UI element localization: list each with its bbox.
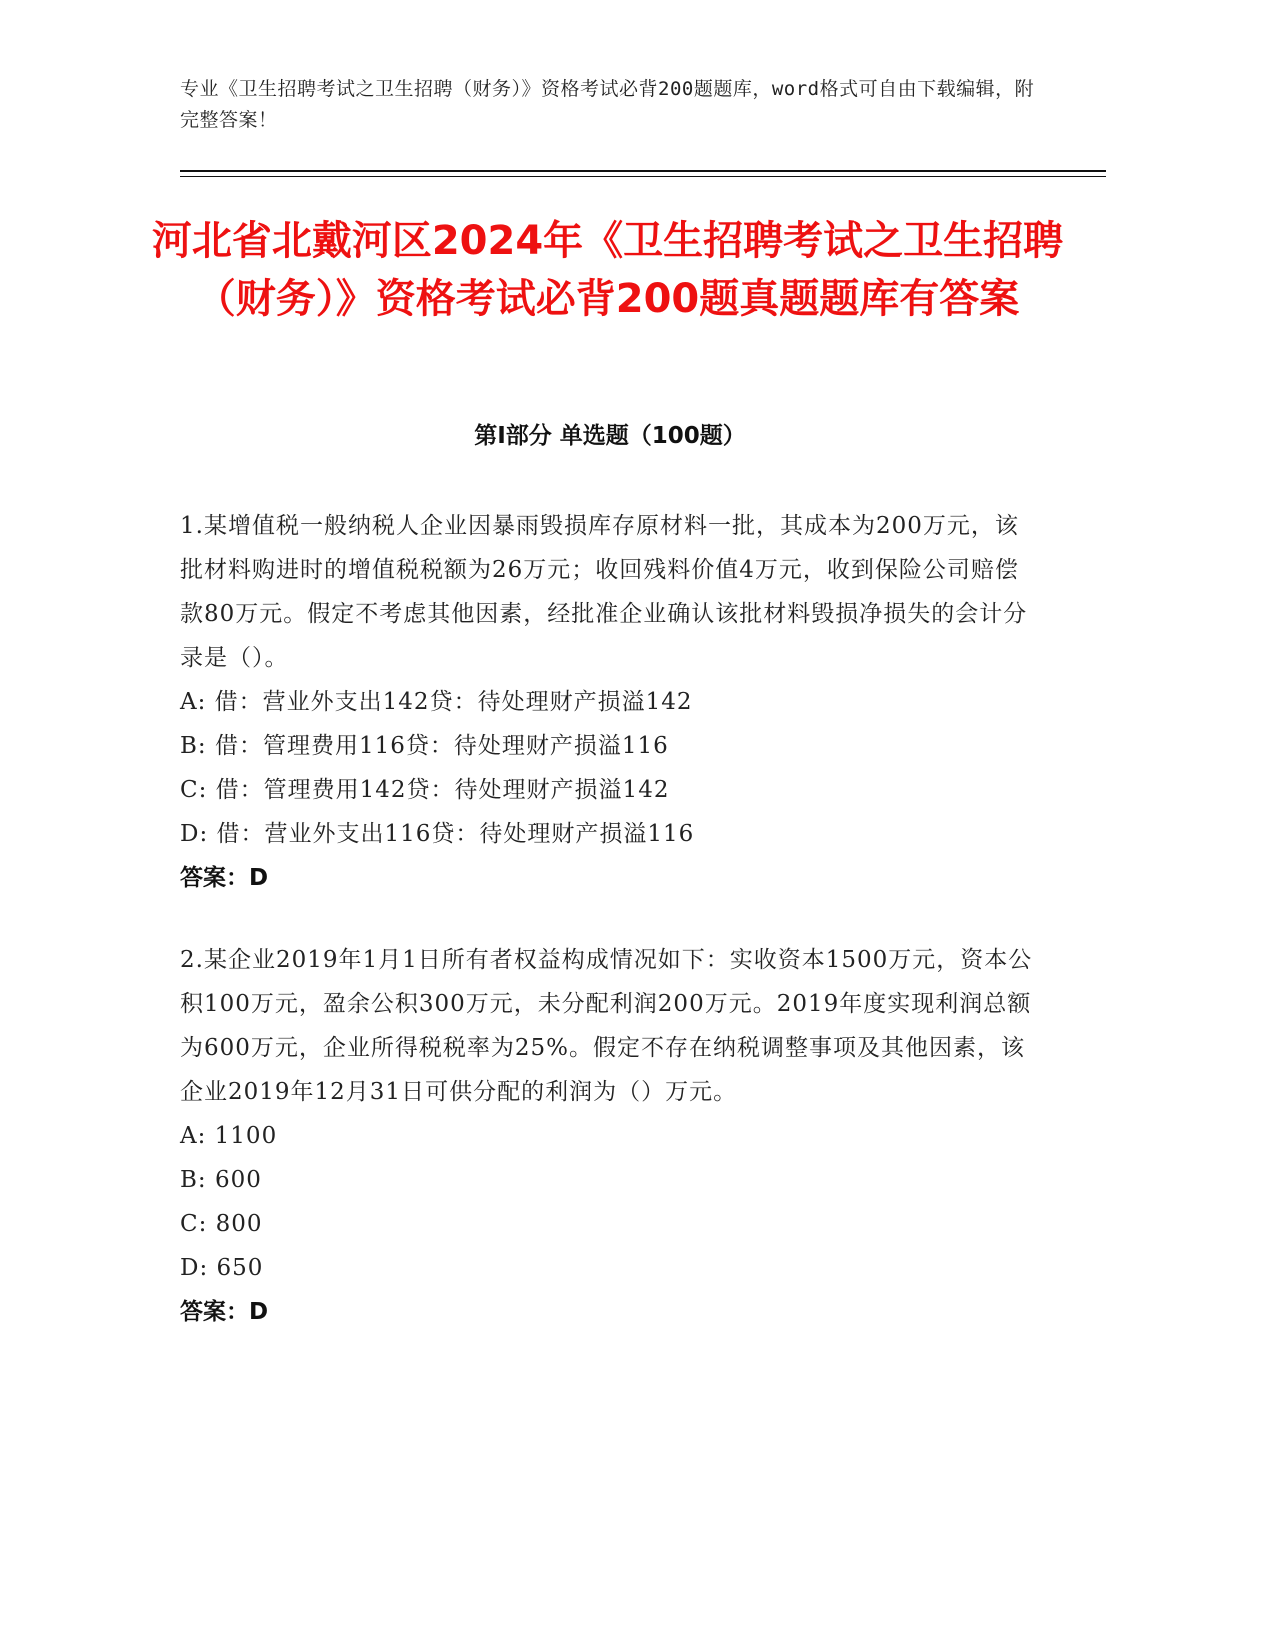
header-divider-thin (180, 176, 1106, 177)
answer: 答案：D (180, 865, 269, 891)
answer: 答案：D (180, 1299, 269, 1325)
option-a: A: 借：营业外支出142贷：待处理财产损溢142 (180, 689, 693, 715)
option-b: B: 600 (180, 1167, 262, 1193)
option-c: C: 借：管理费用142贷：待处理财产损溢142 (180, 777, 670, 803)
option-c: C: 800 (180, 1211, 263, 1237)
option-a: A: 1100 (180, 1123, 278, 1149)
option-b: B: 借：管理费用116贷：待处理财产损溢116 (180, 733, 669, 759)
question-1 (180, 504, 1040, 900)
question-2 (180, 938, 1040, 1334)
option-d: D: 借：营业外支出116贷：待处理财产损溢116 (180, 821, 695, 847)
document-title: 河北省北戴河区2024年《卫生招聘考试之卫生招聘（财务）》资格考试必背200题真题题库有答案 (151, 218, 1064, 322)
header-divider-thick (180, 170, 1106, 172)
header-note: 专业《卫生招聘考试之卫生招聘（财务）》资格考试必背200题题库，word格式可自由下载编辑，附完整答案！ (180, 78, 1035, 131)
section-heading: 第I部分 单选题（100题） (474, 423, 746, 449)
question-stem: 1.某增值税一般纳税人企业因暴雨毁损库存原材料一批，其成本为200万元，该批材料购进时的增值税税额为26万元；收回残料价值4万元，收到保险公司赔偿款80万元。假定不考虑其他因素，经批准企业确认该批材料毁损净损失的会计分录是（）。 (180, 513, 1028, 671)
question-stem: 2.某企业2019年1月1日所有者权益构成情况如下：实收资本1500万元，资本公积100万元，盈余公积300万元，未分配利润200万元。2019年度实现利润总额为600万元，企业所得税税率为25%。假定不存在纳税调整事项及其他因素，该企业2019年12月31日可供分配的利润为（）万元。 (180, 947, 1033, 1105)
option-d: D: 650 (180, 1255, 264, 1281)
